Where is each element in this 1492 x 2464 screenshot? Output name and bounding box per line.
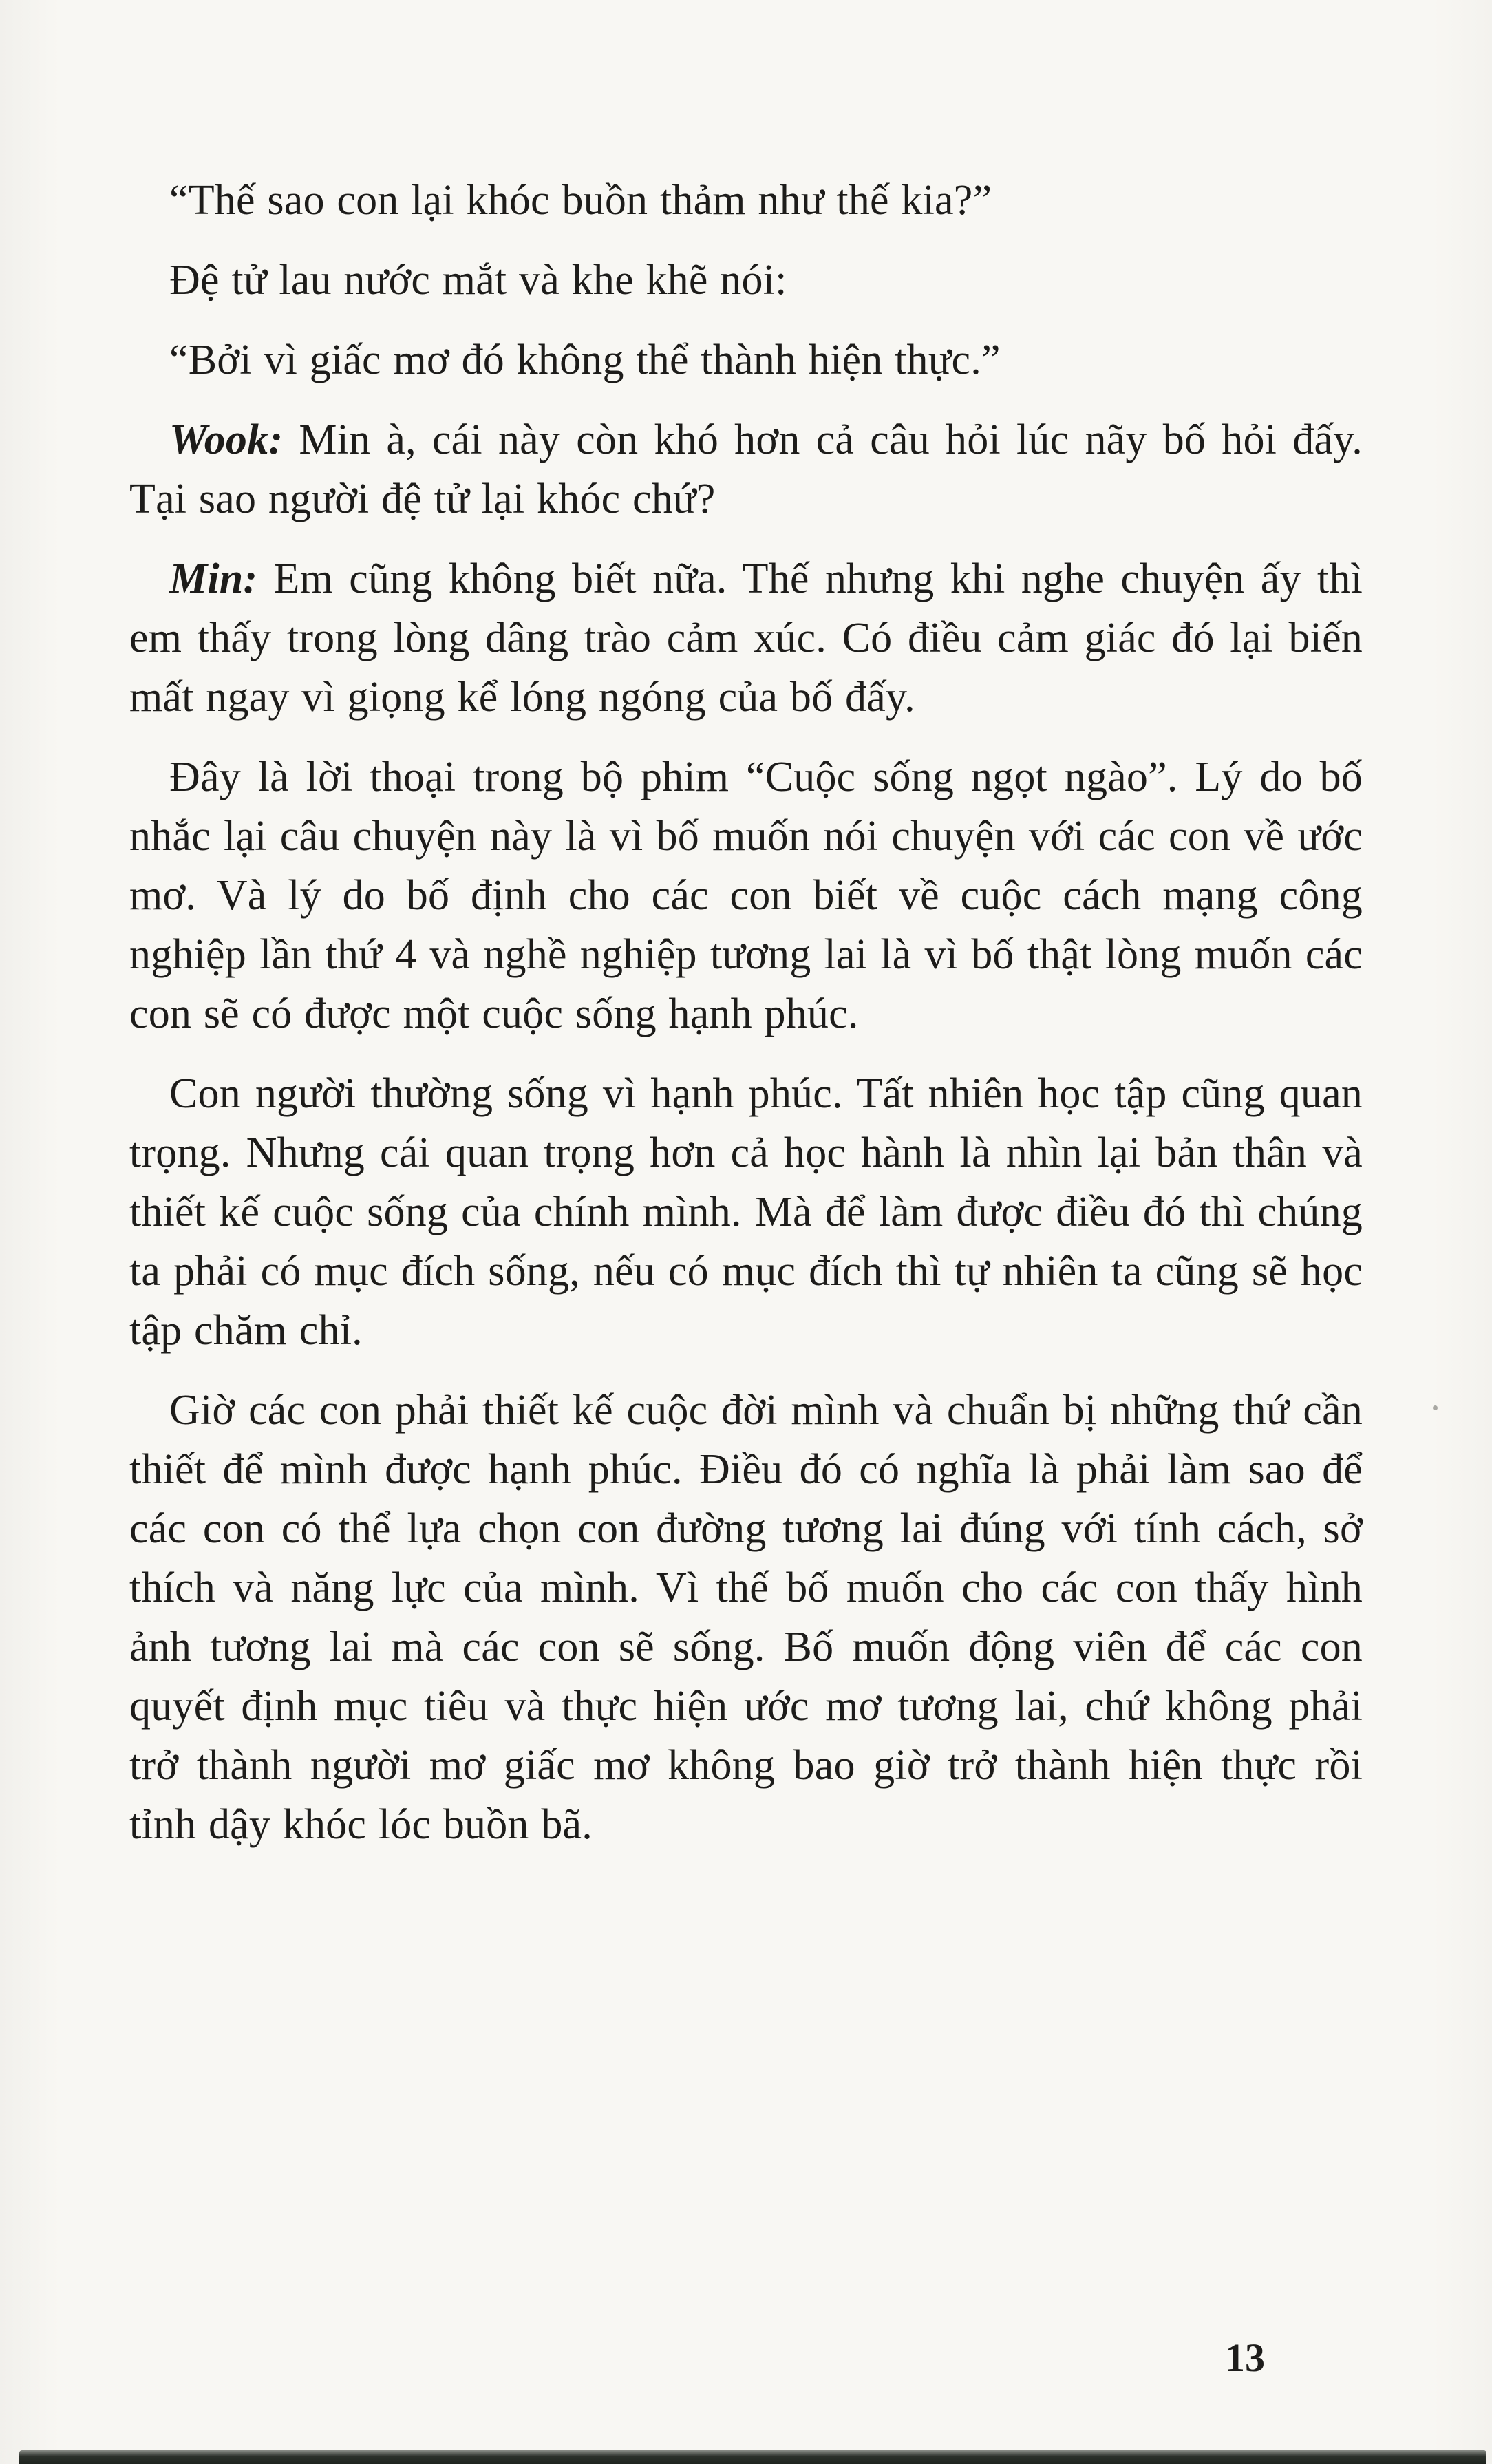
paragraph-text: Đây là lời thoại trong bộ phim “Cuộc sống ngọt ngào”. Lý do bố nhắc lại câu chuyện này là vì bố muốn nói chuyện với các con về ước mơ. Và lý do bố định cho các con biết về cuộc cách mạng công nghiệp lần thứ 4 và nghề nghiệp tương lai là vì bố thật lòng muốn các con sẽ có được một cuộc sống hạnh phúc. [129, 754, 1363, 1037]
speaker-name: Min: [169, 555, 258, 602]
paragraph-text: “Bởi vì giấc mơ đó không thể thành hiện thực.” [169, 337, 1001, 383]
dialogue-line [129, 330, 1363, 390]
paragraph-text: Giờ các con phải thiết kế cuộc đời mình và chuẩn bị những thứ cần thiết để mình được hạnh phúc. Điều đó có nghĩa là phải làm sao để các con có thể lựa chọn con đường tương lai đúng với tính cách, sở thích và năng lực của mình. Vì thế bố muốn cho các con thấy hình ảnh tương lai mà các con sẽ sống. Bố muốn động viên để các con quyết định mục tiêu và thực hiện ước mơ tương lai, chứ không phải trở thành người mơ giấc mơ không bao giờ trở thành hiện thực rồi tỉnh dậy khóc lóc buồn bã. [129, 1387, 1363, 1848]
body-paragraph [129, 1064, 1363, 1360]
scan-speck [1433, 1405, 1438, 1410]
paragraph-text: “Thế sao con lại khóc buồn thảm như thế kia?” [169, 177, 992, 224]
dialogue-line [129, 171, 1363, 230]
paragraph-text: Con người thường sống vì hạnh phúc. Tất nhiên học tập cũng quan trọng. Nhưng cái quan trọng hơn cả học hành là nhìn lại bản thân và thiết kế cuộc sống của chính mình. Mà để làm được điều đó thì chúng ta phải có mục đích sống, nếu có mục đích thì tự nhiên ta cũng sẽ học tập chăm chỉ. [129, 1070, 1363, 1354]
dialogue-paragraph [129, 410, 1363, 529]
page-number: 13 [1225, 2335, 1265, 2380]
paragraph-text: Min à, cái này còn khó hơn cả câu hỏi lúc nãy bố hỏi đấy. Tại sao người đệ tử lại khóc chứ? [129, 416, 1363, 522]
body-paragraph [129, 1381, 1363, 1854]
dialogue-paragraph [129, 549, 1363, 727]
paragraph-text: Em cũng không biết nữa. Thế nhưng khi nghe chuyện ấy thì em thấy trong lòng dâng trào cảm xúc. Có điều cảm giác đó lại biến mất ngay vì giọng kể lóng ngóng của bố đấy. [129, 555, 1363, 721]
page-text [129, 171, 1363, 1875]
paragraph-text: Đệ tử lau nước mắt và khe khẽ nói: [169, 257, 787, 304]
body-paragraph [129, 747, 1363, 1043]
narration-line [129, 251, 1363, 310]
speaker-name: Wook: [169, 416, 284, 463]
scan-bottom-edge [19, 2450, 1486, 2464]
